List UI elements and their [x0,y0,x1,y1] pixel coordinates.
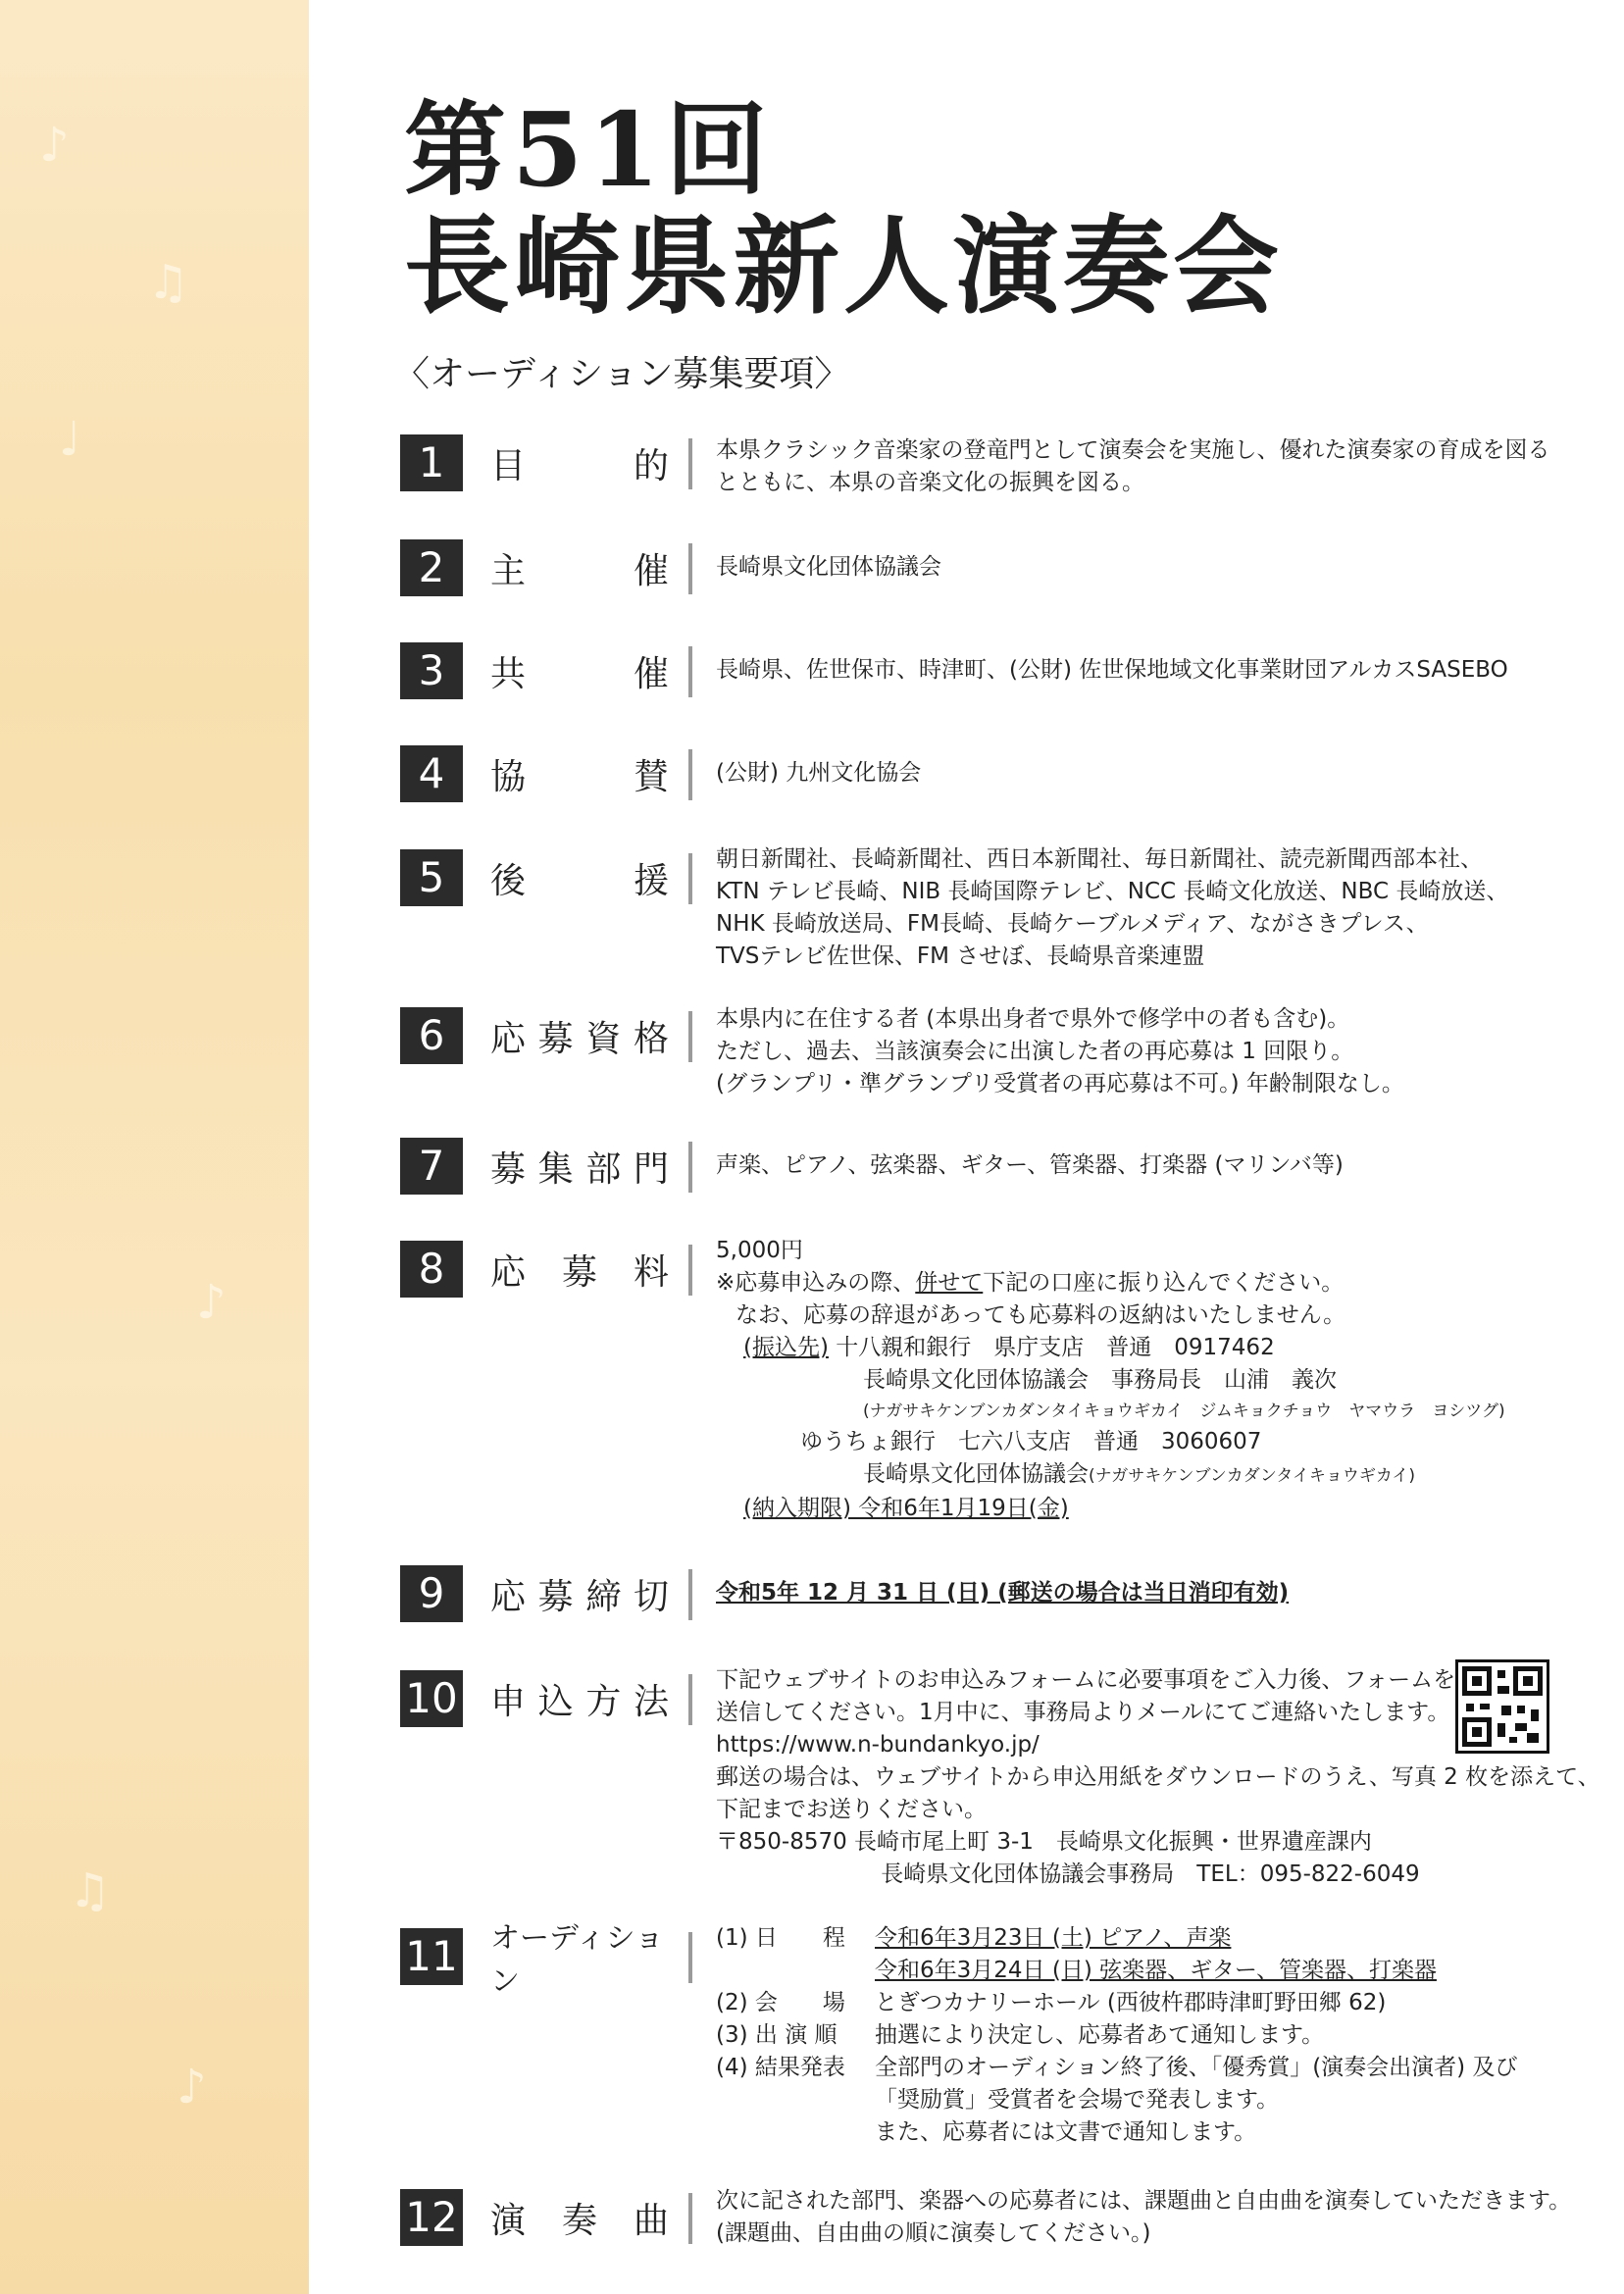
section-label: 後 援 [490,860,669,901]
section-label: 主 催 [490,550,669,591]
section-body: 長崎県、佐世保市、時津町、(公財) 佐世保地域文化事業財団アルカスSASEBO [716,657,1508,683]
section-body: (公財) 九州文化協会 [716,760,922,786]
section-label: 募 集 部 門 [490,1148,669,1190]
bank-account-2: ゆうちょ銀行 七六八支店 普通 3060607 [800,1429,1262,1454]
payment-deadline: (納入期限) 令和6年1月19日(金) [743,1496,1069,1521]
qr-code-icon[interactable] [1455,1659,1549,1754]
divider [688,1932,692,1983]
divider [688,1569,692,1620]
divider [688,853,692,904]
section-number: 7 [400,1138,463,1195]
document-subtitle: 〈オーディション募集要項〉 [394,354,850,394]
bank-account-1: (振込先) 十八親和銀行 県庁支店 普通 0917462 [743,1335,1275,1360]
music-note-icon: ♫ [147,255,190,310]
section-number: 9 [400,1565,463,1622]
section-number: 3 [400,642,463,699]
divider [688,646,692,697]
section-body: (1) 日 程 令和6年3月23日 (土) ピアノ、声楽 令和6年3月24日 (日) 弦楽器、ギター、管楽器、打楽器 (2) 会 場 とぎつカナリーホール (西彼杵郡時津町野田郷 62) (3) 出 演 順 抽選により決定し、応募者あて通知します。 (4) 結果発表 全部門のオーディション終了後、「優秀賞」(演奏会出演者) 及び 「奨励賞」受賞者を会場で発表します。 また、応募者には文書で通知します。 [716,1925,1518,2145]
section-body: 本県クラシック音楽家の登竜門として演奏会を実施し、優れた演奏家の育成を図る とともに、本県の音楽文化の振興を図る。 [716,437,1550,495]
divider [688,2193,692,2244]
section-number: 12 [400,2189,463,2246]
fee-amount: 5,000円 [716,1238,803,1263]
section-label: 共 催 [490,653,669,694]
section-number: 10 [400,1670,463,1727]
section-number: 2 [400,539,463,596]
section-label: 応 募 料 [490,1251,669,1293]
section-label: 目 的 [490,445,669,486]
music-note-icon: ♫ [69,1863,112,1918]
section-number: 1 [400,434,463,491]
section-body: 朝日新聞社、長崎新聞社、西日本新聞社、毎日新聞社、読売新聞西部本社、 KTN テレビ長崎、NIB 長崎国際テレビ、NCC 長崎文化放送、NBC 長崎放送、 NHK 長崎放送局、FM長崎、長崎ケーブルメディア、ながさきプレス、 TVSテレビ佐世保、FM させぼ、長崎県音楽連盟 [716,846,1509,969]
section-number: 4 [400,745,463,802]
decorative-side-band [0,0,309,2294]
website-link[interactable]: https://www.n-bundankyo.jp/ [716,1732,1040,1758]
section-body: 令和5年 12 月 31 日 (日) (郵送の場合は当日消印有効) [716,1580,1290,1606]
section-label: 応 募 資 格 [490,1018,669,1059]
section-label: 協 賛 [490,756,669,797]
music-note-icon: ♪ [39,118,70,173]
section-number: 8 [400,1241,463,1298]
divider [688,1142,692,1193]
section-body: 本県内に在住する者 (本県出身者で県外で修学中の者も含む)。 ただし、過去、当該演奏会に出演した者の再応募は 1 回限り。 (グランプリ・準グランプリ受賞者の再応募は不可。) 年齢制限なし。 [716,1006,1404,1096]
section-body: 5,000円 ※応募申込みの際、併せて下記の口座に振り込んでください。 なお、応募の辞退があっても応募料の返納はいたしません。 (振込先) 十八親和銀行 県庁支店 普通 0917462 長崎県文化団体協議会 事務局長 山浦 義次 (ナガサキケンブンカダンタイキョウギカイ ジムキョクチョウ ヤマウラ ヨシツグ) ゆうちょ銀行 七六八支店 普通 3060607 長崎県文化団体協議会(ナガサキケンブンカダンタイキョウギカイ) (納入期限) 令和6年1月19日(金) [716,1235,1549,1525]
divider [688,1674,692,1725]
divider [688,438,692,489]
event-name-title: 長崎県新人演奏会 [404,205,1284,329]
divider [688,543,692,594]
section-number: 6 [400,1007,463,1064]
section-label: 応 募 締 切 [490,1576,669,1617]
divider [688,749,692,800]
section-body: 次に記された部門、楽器への応募者には、課題曲と自由曲を演奏していただきます。 (課題曲、自由曲の順に演奏してください。) [716,2188,1572,2246]
section-body: 声楽、ピアノ、弦楽器、ギター、管楽器、打楽器 (マリンバ等) [716,1152,1344,1178]
divider [688,1245,692,1296]
music-note-icon: ♪ [177,2060,207,2115]
divider [688,1011,692,1062]
fee-note: ※応募申込みの際、併せて下記の口座に振り込んでください。 [716,1270,1345,1296]
section-label: 演 奏 曲 [490,2200,669,2241]
section-label: 申 込 方 法 [490,1681,669,1722]
music-note-icon: ♪ [196,1275,227,1330]
event-number-title: 第51回 [404,89,774,210]
music-note-icon: ♩ [59,412,81,467]
section-label: オーディション [490,1921,664,1999]
section-body: 下記ウェブサイトのお申込みフォームに必要事項をご入力後、フォームを 送信してください。1月中に、事務局よりメールにてご連絡いたします。 https://www.n-bundankyo.jp/ 郵送の場合は、ウェブサイトから申込用紙をダウンロードのうえ、写真 2 枚を添えて、 下記までお送りください。 〒850-8570 長崎市尾上町 3-1 長崎県文化振興・世界遺産課内 長崎県文化団体協議会事務局 TEL：095-822-6049 [716,1667,1600,1887]
section-number: 11 [400,1928,463,1985]
section-body: 長崎県文化団体協議会 [716,554,941,580]
section-number: 5 [400,849,463,906]
